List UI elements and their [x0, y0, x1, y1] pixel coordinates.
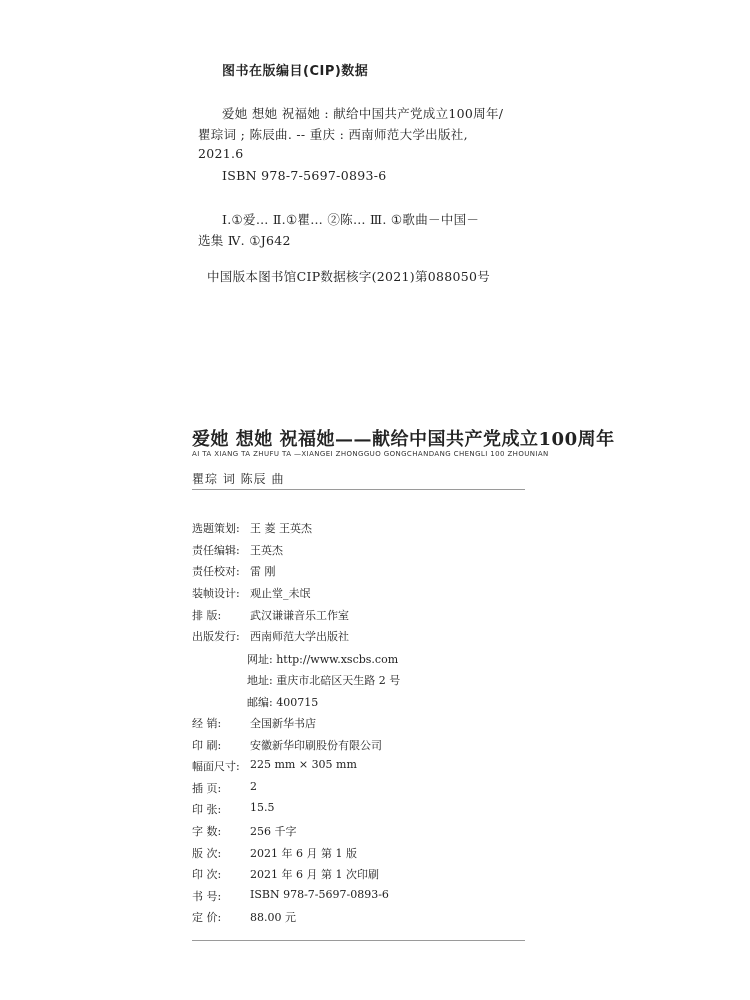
cip-title: 图书在版编目(CIP)数据 — [222, 64, 369, 79]
info-row-designer — [192, 585, 311, 603]
info-row-proofreader — [192, 563, 276, 581]
info-value: 88.00 元 — [250, 911, 296, 924]
divider-bottom — [192, 940, 525, 941]
cip-line: 瞿琮词 ; 陈辰曲. -- 重庆 : 西南师范大学出版社, — [198, 127, 468, 142]
info-label: 经 销: — [192, 717, 222, 730]
info-value: 西南师范大学出版社 — [250, 630, 349, 643]
info-label: 定 价: — [192, 911, 222, 924]
info-row-sheets — [192, 801, 275, 819]
info-label: 字 数: — [192, 825, 222, 838]
info-row-printing — [192, 866, 379, 884]
cip-line: 爱她 想她 祝福她 : 献给中国共产党成立100周年/ — [222, 106, 504, 121]
info-label: 幅面尺寸: — [192, 760, 240, 773]
info-value: 2021 年 6 月 第 1 版 — [250, 847, 357, 860]
info-label: 插 页: — [192, 782, 222, 795]
info-value: 256 千字 — [250, 825, 297, 838]
publisher-website: 网址: http://www.xscbs.com — [247, 653, 399, 666]
info-row-edition — [192, 845, 357, 863]
info-value: 225 mm × 305 mm — [250, 758, 357, 771]
info-row-format — [192, 758, 357, 776]
book-title: 爱她 想她 祝福她——献给中国共产党成立100周年 — [192, 429, 615, 450]
cip-isbn: ISBN 978-7-5697-0893-6 — [222, 168, 387, 183]
info-value: 安徽新华印刷股份有限公司 — [250, 739, 382, 752]
divider-top — [192, 489, 525, 490]
cip-classification: Ⅰ.①爱… Ⅱ.①瞿… ②陈… Ⅲ. ①歌曲－中国－ — [222, 212, 480, 227]
info-value: 武汉谦谦音乐工作室 — [250, 609, 349, 622]
cip-classification-cont: 选集 Ⅳ. ①J642 — [198, 233, 291, 248]
cip-record-number: 中国版本图书馆CIP数据核字(2021)第088050号 — [207, 269, 491, 284]
info-row-wordcount — [192, 823, 297, 841]
info-value: 观止堂_未氓 — [250, 587, 311, 600]
info-label: 书 号: — [192, 890, 222, 903]
info-value: 全国新华书店 — [250, 717, 316, 730]
publisher-postcode: 邮编: 400715 — [247, 696, 319, 709]
info-value: 雷 刚 — [250, 565, 276, 578]
info-value: 2 — [250, 780, 257, 793]
info-row-planning — [192, 520, 312, 538]
info-label: 印 刷: — [192, 739, 222, 752]
cip-line: 2021.6 — [198, 146, 244, 161]
info-label: 印 次: — [192, 868, 222, 881]
info-label: 选题策划: — [192, 522, 240, 535]
info-value: 2021 年 6 月 第 1 次印刷 — [250, 868, 379, 881]
info-row-price — [192, 909, 296, 927]
info-row-printer — [192, 737, 382, 755]
publisher-address: 地址: 重庆市北碚区天生路 2 号 — [247, 674, 401, 687]
info-row-typesetting — [192, 607, 349, 625]
authors-line: 瞿琮 词 陈辰 曲 — [192, 472, 285, 486]
info-label: 责任编辑: — [192, 544, 240, 557]
info-value: 王英杰 — [250, 544, 283, 557]
info-label: 排 版: — [192, 609, 222, 622]
info-row-distribution — [192, 715, 316, 733]
info-value: ISBN 978-7-5697-0893-6 — [250, 888, 389, 901]
info-row-publisher — [192, 628, 349, 646]
info-row-isbn — [192, 888, 389, 906]
book-pinyin-title: AI TA XIANG TA ZHUFU TA —XIANGEI ZHONGGUO GONGCHANDANG CHENGLI 100 ZHOUNIAN — [192, 450, 549, 458]
info-value: 15.5 — [250, 801, 275, 814]
info-label: 出版发行: — [192, 630, 240, 643]
info-label: 版 次: — [192, 847, 222, 860]
info-row-inserts — [192, 780, 257, 798]
info-label: 装帧设计: — [192, 587, 240, 600]
info-row-editor — [192, 542, 283, 560]
info-label: 印 张: — [192, 803, 222, 816]
info-label: 责任校对: — [192, 565, 240, 578]
info-value: 王 菱 王英杰 — [250, 522, 312, 535]
